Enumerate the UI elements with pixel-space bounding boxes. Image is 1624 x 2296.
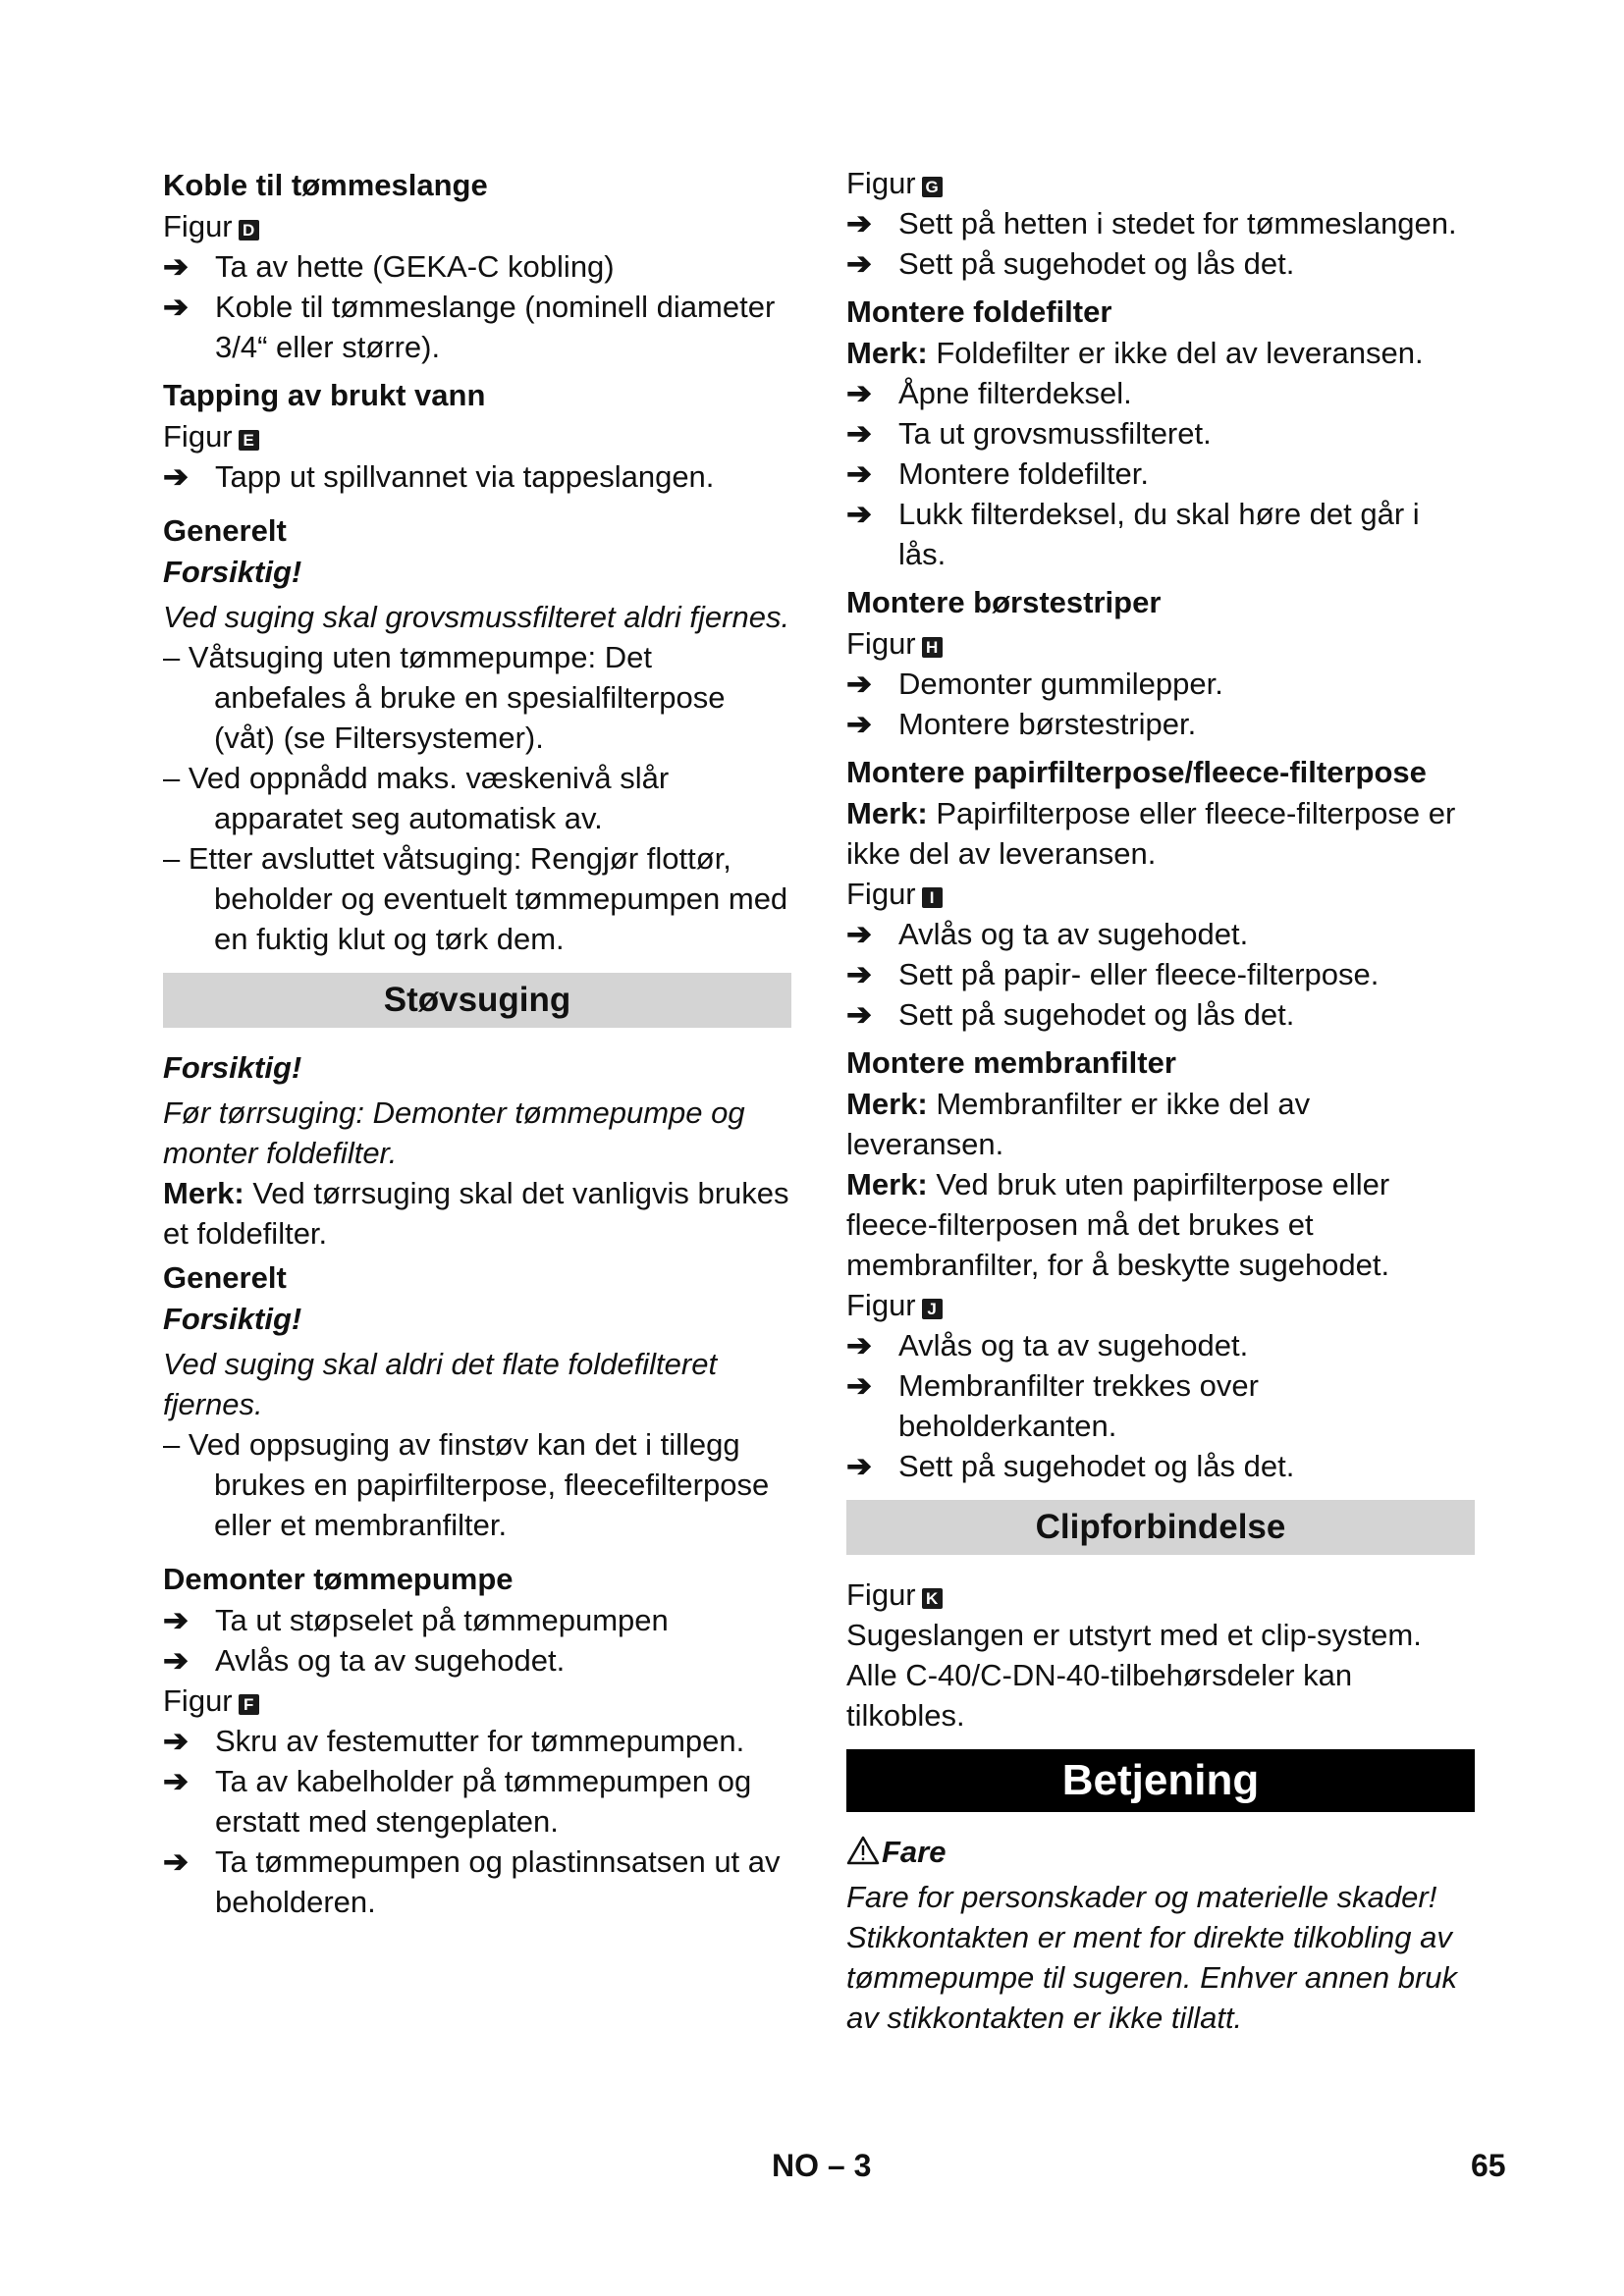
figure-ref: Figur E — [163, 416, 791, 456]
dash-item: – Ved oppnådd maks. væskenivå slår apparatet seg automatisk av. — [163, 761, 670, 835]
arrow-icon: ➔ — [846, 376, 872, 410]
section-marker: NO – 3 — [772, 2148, 872, 2183]
step: ➔ Sett på sugehodet og lås det. — [846, 243, 1475, 284]
step: ➔ Ta av kabelholder på tømmepumpen og erstatt med stengeplaten. — [163, 1761, 791, 1842]
warning-label: Fare — [846, 1832, 1475, 1873]
figure-ref: Figur I — [846, 874, 1475, 914]
step: ➔ Ta ut grovsmussfilteret. — [846, 413, 1475, 454]
arrow-icon: ➔ — [163, 459, 189, 494]
note: Merk: Ved tørrsuging skal det vanligvis brukes et foldefilter. — [163, 1176, 789, 1251]
page-number: 65 — [1471, 2148, 1506, 2183]
figure-ref: Figur G — [846, 163, 1475, 203]
arrow-icon: ➔ — [846, 1449, 872, 1483]
dash-item: – Våtsuging uten tømmepumpe: Det anbefales å bruke en spesialfilterpose (våt) (se Filtersystemer). — [163, 640, 726, 755]
arrow-icon: ➔ — [163, 1603, 189, 1637]
section-title: Montere papirfilterpose/fleece-filterpose — [846, 755, 1427, 789]
arrow-icon: ➔ — [846, 416, 872, 451]
note: Merk: Ved bruk uten papirfilterpose eller fleece-filterposen må det brukes et membranfilter, for å beskytte sugehodet. — [846, 1167, 1390, 1282]
arrow-icon: ➔ — [846, 497, 872, 531]
step: ➔ Sett på sugehodet og lås det. — [846, 994, 1475, 1035]
step: ➔ Lukk filterdeksel, du skal høre det går i lås. — [846, 494, 1475, 574]
figure-ref: Figur H — [846, 623, 1475, 664]
arrow-icon: ➔ — [846, 1368, 872, 1403]
section-title: Montere børstestriper — [846, 585, 1162, 619]
arrow-icon: ➔ — [163, 1643, 189, 1678]
caution-text: Ved suging skal aldri det flate foldefilteret fjernes. — [163, 1347, 718, 1421]
arrow-icon: ➔ — [846, 917, 872, 951]
figure-ref: Figur D — [163, 206, 791, 246]
section-title: Generelt — [163, 1260, 287, 1295]
step: ➔ Demonter gummilepper. — [846, 664, 1475, 704]
arrow-icon: ➔ — [846, 667, 872, 701]
step: ➔ Montere børstestriper. — [846, 704, 1475, 744]
figure-ref: Figur J — [846, 1285, 1475, 1325]
step: ➔ Avlås og ta av sugehodet. — [846, 1325, 1475, 1365]
chapter-band: Betjening — [846, 1749, 1475, 1812]
step: ➔ Ta ut støpselet på tømmepumpen — [163, 1600, 791, 1640]
step: ➔ Tapp ut spillvannet via tappeslangen. — [163, 456, 791, 497]
section-title: Montere foldefilter — [846, 294, 1112, 329]
arrow-icon: ➔ — [163, 290, 189, 324]
arrow-icon: ➔ — [163, 249, 189, 284]
section-band: Støvsuging — [163, 973, 791, 1028]
right-column — [846, 163, 1475, 2038]
arrow-icon: ➔ — [163, 1724, 189, 1758]
note: Merk: Papirfilterpose eller fleece-filterpose er ikke del av leveransen. — [846, 796, 1456, 871]
section-title: Montere membranfilter — [846, 1045, 1176, 1080]
caution-text: Før tørrsuging: Demonter tømmepumpe og monter foldefilter. — [163, 1095, 745, 1170]
section-title: Koble til tømmeslange — [163, 168, 488, 202]
caution-label: Forsiktig! — [163, 1050, 302, 1085]
step: ➔ Ta av hette (GEKA-C kobling) — [163, 246, 791, 287]
caution-label: Forsiktig! — [163, 1302, 302, 1336]
section-band: Clipforbindelse — [846, 1500, 1475, 1555]
figure-label-icon: F — [239, 1694, 259, 1715]
note: Merk: Foldefilter er ikke del av leveransen. — [846, 336, 1424, 370]
step: ➔ Avlås og ta av sugehodet. — [163, 1640, 791, 1681]
dash-item: – Ved oppsuging av finstøv kan det i tillegg brukes en papirfilterpose, fleecefilterpose eller et membranfilter. — [163, 1427, 770, 1542]
figure-label-icon: I — [922, 887, 943, 908]
arrow-icon: ➔ — [846, 456, 872, 491]
arrow-icon: ➔ — [846, 246, 872, 281]
arrow-icon: ➔ — [846, 1328, 872, 1362]
arrow-icon: ➔ — [846, 707, 872, 741]
step: ➔ Avlås og ta av sugehodet. — [846, 914, 1475, 954]
figure-label-icon: J — [922, 1299, 943, 1319]
figure-label-icon: E — [239, 430, 259, 451]
warning-text: Fare for personskader og materielle skader! Stikkontakten er ment for direkte tilkobling av tømmepumpe til sugeren. Enhver annen bruk av stikkontakten er ikke tillatt. — [846, 1880, 1458, 2035]
arrow-icon: ➔ — [163, 1764, 189, 1798]
note: Merk: Membranfilter er ikke del av leveransen. — [846, 1087, 1311, 1161]
figure-label-icon: D — [239, 220, 259, 240]
arrow-icon: ➔ — [163, 1844, 189, 1879]
figure-label-icon: G — [922, 177, 943, 197]
figure-ref: Figur F — [163, 1681, 791, 1721]
step: ➔ Montere foldefilter. — [846, 454, 1475, 494]
figure-label-icon: K — [922, 1588, 943, 1609]
left-column — [163, 165, 791, 1922]
caution-label: Forsiktig! — [163, 555, 302, 589]
step: ➔ Sett på hetten i stedet for tømmeslangen. — [846, 203, 1475, 243]
step: ➔ Åpne filterdeksel. — [846, 373, 1475, 413]
step: ➔ Koble til tømmeslange (nominell diameter 3/4“ eller større). — [163, 287, 791, 367]
paragraph: Sugeslangen er utstyrt med et clip-system. Alle C-40/C-DN-40-tilbehørsdeler kan tilkobles. — [846, 1618, 1422, 1733]
warning-triangle-icon — [846, 1836, 880, 1865]
section-title: Tapping av brukt vann — [163, 378, 486, 412]
step: ➔ Membranfilter trekkes over beholderkanten. — [846, 1365, 1475, 1446]
section-title: Demonter tømmepumpe — [163, 1562, 514, 1596]
figure-label-icon: H — [922, 637, 943, 658]
caution-text: Ved suging skal grovsmussfilteret aldri fjernes. — [163, 600, 790, 634]
step: ➔ Sett på sugehodet og lås det. — [846, 1446, 1475, 1486]
step: ➔ Ta tømmepumpen og plastinnsatsen ut av beholderen. — [163, 1842, 791, 1922]
figure-ref: Figur K — [846, 1575, 1475, 1615]
step: ➔ Sett på papir- eller fleece-filterpose. — [846, 954, 1475, 994]
arrow-icon: ➔ — [846, 997, 872, 1032]
arrow-icon: ➔ — [846, 957, 872, 991]
section-title: Generelt — [163, 513, 287, 548]
dash-item: – Etter avsluttet våtsuging: Rengjør flottør, beholder og eventuelt tømmepumpen med en fuktig klut og tørk dem. — [163, 841, 788, 956]
arrow-icon: ➔ — [846, 206, 872, 240]
step: ➔ Skru av festemutter for tømmepumpen. — [163, 1721, 791, 1761]
